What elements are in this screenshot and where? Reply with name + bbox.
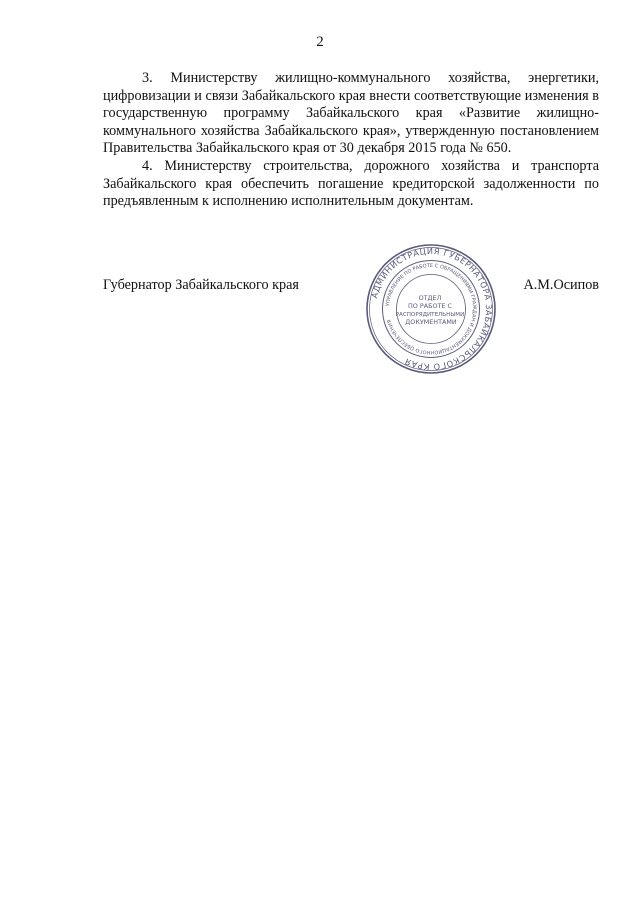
stamp-inner-text: УПРАВЛЕНИЕ ПО РАБОТЕ С ОБРАЩЕНИЯМИ ГРАЖДАН И ДОКУМЕНТАЦИОННОГО ОБЕСПЕЧЕНИЯ: [385, 262, 478, 356]
stamp-outer-text: АДМИНИСТРАЦИЯ ГУБЕРНАТОРА ЗАБАЙКАЛЬСКОГО КРАЯ: [369, 245, 495, 373]
stamp-center-line-2: ПО РАБОТЕ С: [408, 302, 452, 310]
page-number: 2: [316, 34, 324, 50]
stamp-center-line-4: ДОКУМЕНТАМИ: [405, 318, 457, 326]
stamp-center-line-3: РАСПОРЯДИТЕЛЬНЫМИ: [395, 312, 465, 318]
paragraph-4: 4. Министерству строительства, дорожного хозяйства и транспорта Забайкальского края обеспечить погашение кредиторской задолженности по предъявленным к исполнению исполнительным документам.: [103, 157, 599, 210]
document-body: [103, 70, 599, 211]
svg-text:ОТДЕЛ ПО РАБОТЕ С РАСП: [396, 294, 467, 326]
signatory-name: А.М.Осипов: [523, 277, 599, 293]
official-stamp: [364, 242, 498, 376]
signatory-title: Губернатор Забайкальского края: [103, 277, 299, 293]
paragraph-3: 3. Министерству жилищно-коммунального хозяйства, энергетики, цифровизации и связи Забайкальского края внести соответствующие изменения в государственную программу Забайкальского края «Развитие жилищно-коммунального хозяйства Забайкальского края», утвержденную постановлением Правительства Забайкальского края от 30 декабря 2015 года № 650.: [103, 70, 599, 157]
stamp-center-line-1: ОТДЕЛ: [418, 294, 442, 302]
